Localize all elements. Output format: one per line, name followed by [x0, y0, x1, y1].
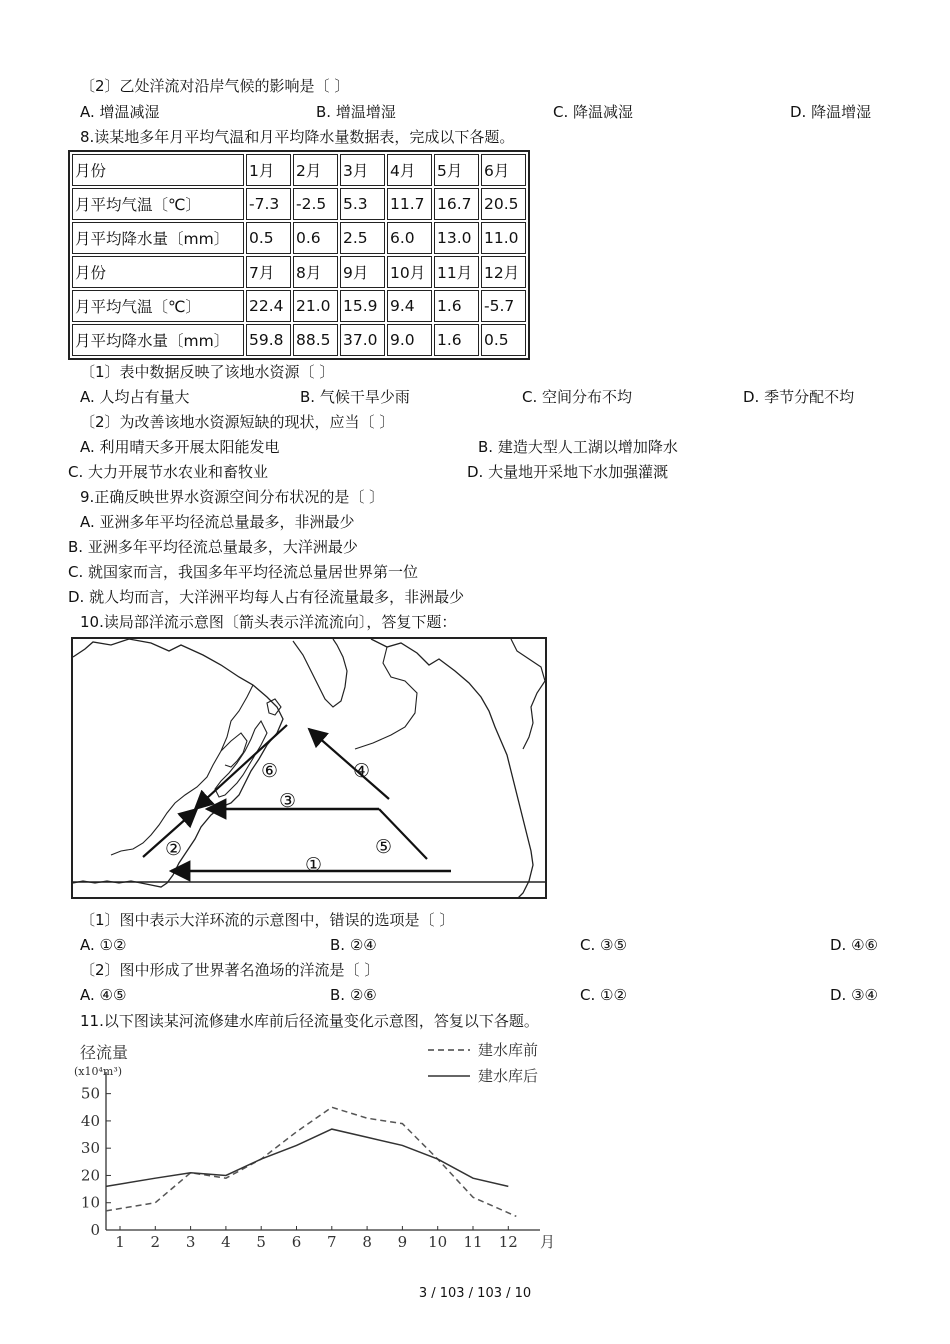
map-label-6: ⑥ — [261, 760, 279, 782]
q9-option-d: D. 就人均而言，大洋洲平均每人占有径流量最多，非洲最少 — [68, 588, 465, 606]
table-cell: -7.3 — [246, 188, 291, 220]
q8-sub1: 〔1〕表中数据反映了该地水资源〔 〕 — [80, 363, 335, 381]
table-cell: 11月 — [434, 256, 479, 288]
table-cell: 59.8 — [246, 324, 291, 356]
table-cell: 11.0 — [481, 222, 526, 254]
q9-option-b: B. 亚洲多年平均径流总量最多，大洋洲最少 — [68, 538, 358, 556]
table-row-header: 月平均降水量〔mm〕 — [72, 222, 244, 254]
legend-label-before: 建水库前 — [478, 1041, 539, 1059]
table-cell: -2.5 — [293, 188, 338, 220]
table-cell: 3月 — [340, 154, 385, 186]
table-cell: 13.0 — [434, 222, 479, 254]
series-before-line — [106, 1107, 516, 1216]
page-footer: 3 / 103 / 103 / 10 — [418, 1286, 532, 1301]
table-cell: 11.7 — [387, 188, 432, 220]
chart-y-tick-label: 20 — [80, 1166, 100, 1185]
table-cell: 1月 — [246, 154, 291, 186]
map-label-3: ③ — [279, 790, 297, 812]
q10-sub1-option-b: B. ②④ — [330, 936, 377, 954]
q7-option-c: C. 降温减湿 — [553, 103, 634, 121]
q7-option-d: D. 降温增湿 — [790, 103, 872, 121]
q10-sub2-option-c: C. ①② — [580, 986, 627, 1004]
chart-x-tick-label: 8 — [362, 1233, 372, 1251]
chart-y-tick-label: 40 — [80, 1111, 100, 1130]
q9-option-c: C. 就国家而言，我国多年平均径流总量居世界第一位 — [68, 563, 419, 581]
q8-sub2: 〔2〕为改善该地水资源短缺的现状，应当〔 〕 — [80, 413, 395, 431]
q10-sub2-option-d: D. ③④ — [830, 986, 878, 1004]
q8-stem: 8.读某地多年月平均气温和月平均降水量数据表，完成以下各题。 — [80, 128, 515, 146]
q8-sub1-option-c: C. 空间分布不均 — [522, 388, 633, 406]
chart-x-tick-label: 9 — [397, 1233, 408, 1251]
table-cell: 9月 — [340, 256, 385, 288]
table-cell: 10月 — [387, 256, 432, 288]
chart-x-tick-label: 5 — [256, 1233, 266, 1251]
table-cell: 5.3 — [340, 188, 385, 220]
q10-sub1: 〔1〕图中表示大洋环流的示意图中，错误的选项是〔 〕 — [80, 911, 455, 929]
table-row-header: 月份 — [72, 256, 244, 288]
table-cell: 2.5 — [340, 222, 385, 254]
table-row — [72, 154, 526, 186]
table-cell: 9.4 — [387, 290, 432, 322]
table-cell: 5月 — [434, 154, 479, 186]
q8-sub2-option-c: C. 大力开展节水农业和畜牧业 — [68, 463, 269, 481]
chart-x-tick-label: 3 — [185, 1233, 196, 1251]
chart-x-tick-label: 10 — [428, 1233, 448, 1251]
chart-x-tick-label: 12 — [498, 1233, 518, 1251]
climate-data-table — [68, 150, 530, 360]
table-cell: 15.9 — [340, 290, 385, 322]
table-cell: 9.0 — [387, 324, 432, 356]
q10-stem: 10.读局部洋流示意图〔箭头表示洋流流向〕，答复下题： — [80, 613, 457, 631]
runoff-line-chart — [70, 1038, 560, 1253]
chart-y-tick-label: 10 — [80, 1193, 100, 1212]
ocean-current-map — [71, 637, 547, 899]
series-after-line — [106, 1129, 508, 1186]
map-label-1: ① — [305, 854, 323, 876]
q7-option-b: B. 增温增湿 — [316, 103, 396, 121]
chart-y-tick-label: 0 — [90, 1221, 100, 1239]
q8-sub1-option-d: D. 季节分配不均 — [743, 388, 855, 406]
table-row-header: 月平均气温〔℃〕 — [72, 188, 244, 220]
table-row — [72, 324, 526, 356]
q8-sub1-option-a: A. 人均占有量大 — [80, 388, 190, 406]
table-row-header: 月份 — [72, 154, 244, 186]
q9-stem: 9.正确反映世界水资源空间分布状况的是〔 〕 — [80, 488, 385, 506]
table-cell: 16.7 — [434, 188, 479, 220]
table-cell: 88.5 — [293, 324, 338, 356]
chart-x-tick-label: 1 — [115, 1233, 125, 1251]
table-cell: 8月 — [293, 256, 338, 288]
table-cell: 1.6 — [434, 290, 479, 322]
map-label-4: ④ — [353, 760, 371, 782]
table-cell: 0.5 — [246, 222, 291, 254]
table-row-header: 月平均降水量〔mm〕 — [72, 324, 244, 356]
table-row — [72, 188, 526, 220]
chart-y-tick-label: 30 — [80, 1139, 100, 1158]
table-row-header: 月平均气温〔℃〕 — [72, 290, 244, 322]
chart-x-tick-label: 6 — [291, 1233, 302, 1251]
q11-stem: 11.以下图读某河流修建水库前后径流量变化示意图，答复以下各题。 — [80, 1012, 539, 1030]
q8-sub2-option-d: D. 大量地开采地下水加强灌溉 — [467, 463, 669, 481]
map-label-5: ⑤ — [375, 836, 393, 858]
q8-sub2-option-a: A. 利用晴天多开展太阳能发电 — [80, 438, 280, 456]
table-row — [72, 222, 526, 254]
q9-option-a: A. 亚洲多年平均径流总量最多，非洲最少 — [80, 513, 355, 531]
table-cell: 1.6 — [434, 324, 479, 356]
q10-sub1-option-d: D. ④⑥ — [830, 936, 878, 954]
table-cell: 0.6 — [293, 222, 338, 254]
q7-sub2: 〔2〕乙处洋流对沿岸气候的影响是〔 〕 — [80, 77, 350, 95]
table-cell: 20.5 — [481, 188, 526, 220]
chart-x-tick-label: 11 — [463, 1233, 483, 1251]
chart-yunit: (x10⁴m³) — [74, 1065, 123, 1078]
chart-x-tick-label: 7 — [327, 1233, 337, 1251]
table-cell: 21.0 — [293, 290, 338, 322]
q10-sub2: 〔2〕图中形成了世界著名渔场的洋流是〔 〕 — [80, 961, 380, 979]
q10-sub1-option-a: A. ①② — [80, 936, 127, 954]
table-cell: -5.7 — [481, 290, 526, 322]
table-row — [72, 256, 526, 288]
chart-y-tick-label: 50 — [80, 1084, 100, 1103]
table-row — [72, 290, 526, 322]
table-cell: 12月 — [481, 256, 526, 288]
table-cell: 7月 — [246, 256, 291, 288]
q7-option-a: A. 增温减湿 — [80, 103, 160, 121]
legend-label-after: 建水库后 — [478, 1067, 539, 1085]
table-cell: 2月 — [293, 154, 338, 186]
chart-x-unit: 月 — [540, 1233, 556, 1251]
table-cell: 0.5 — [481, 324, 526, 356]
q10-sub2-option-a: A. ④⑤ — [80, 986, 127, 1004]
map-label-2: ② — [165, 838, 183, 860]
q10-sub1-option-c: C. ③⑤ — [580, 936, 627, 954]
q8-sub1-option-b: B. 气候干旱少雨 — [300, 388, 410, 406]
q10-sub2-option-b: B. ②⑥ — [330, 986, 377, 1004]
chart-ylabel: 径流量 — [80, 1043, 129, 1062]
table-cell: 6.0 — [387, 222, 432, 254]
chart-x-tick-label: 2 — [150, 1233, 161, 1251]
table-cell: 6月 — [481, 154, 526, 186]
chart-x-tick-label: 4 — [221, 1233, 231, 1251]
table-cell: 37.0 — [340, 324, 385, 356]
table-cell: 4月 — [387, 154, 432, 186]
table-cell: 22.4 — [246, 290, 291, 322]
q8-sub2-option-b: B. 建造大型人工湖以增加降水 — [478, 438, 678, 456]
